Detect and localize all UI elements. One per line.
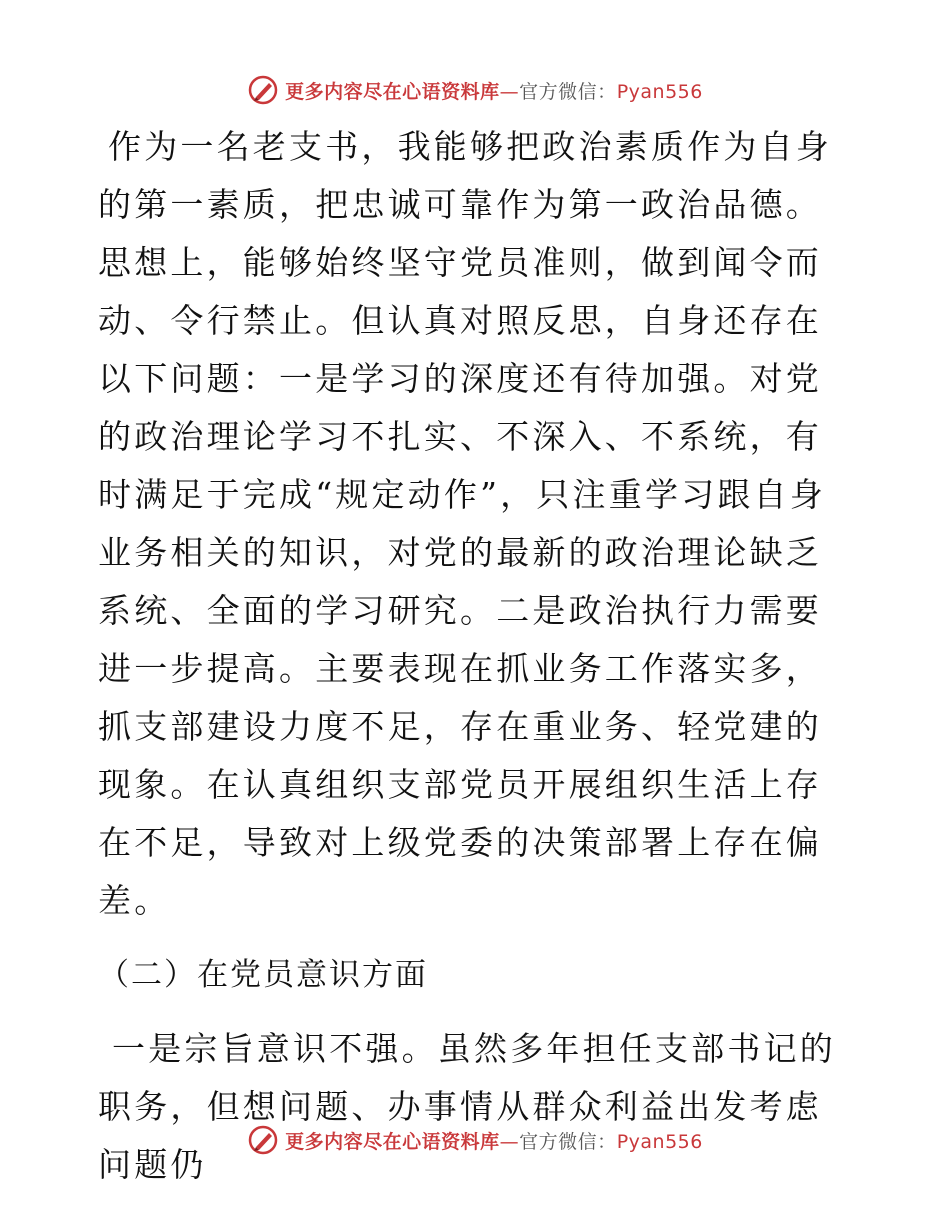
watermark-text xyxy=(285,1127,703,1154)
watermark-brand: 更多内容尽在心语资料库 xyxy=(285,1130,500,1153)
watermark-dash: — xyxy=(499,1130,520,1153)
footer-watermark xyxy=(0,1122,950,1158)
paragraph-1: 作为一名老支书，我能够把政治素质作为自身的第一素质，把忠诚可靠作为第一政治品德。思想上，能够始终坚守党员准则，做到闻令而动、令行禁止。但认真对照反思，自身还存在以下问题：一是学习的深度还有待加强。对党的政治理论学习不扎实、不深入、不系统，有时满足于完成“规定动作”，只注重学习跟自身业务相关的知识，对党的最新的政治理论缺乏系统、全面的学习研究。二是政治执行力需要进一步提高。主要表现在抓业务工作落实多，抓支部建设力度不足，存在重业务、轻党建的现象。在认真组织支部党员开展组织生活上存在不足，导致对上级党委的决策部署上存在偏差。 xyxy=(98,127,832,920)
watermark-wechat-id: Pyan556 xyxy=(616,80,703,103)
pen-logo-icon xyxy=(247,74,279,106)
watermark-brand: 更多内容尽在心语资料库 xyxy=(285,80,500,103)
watermark-text xyxy=(285,77,703,104)
watermark-wechat-id: Pyan556 xyxy=(616,1130,703,1153)
section-heading: （二）在党员意识方面 xyxy=(98,957,428,993)
watermark-label: 官方微信： xyxy=(519,1130,617,1153)
watermark-label: 官方微信： xyxy=(519,80,617,103)
header-watermark xyxy=(0,72,950,108)
watermark-dash: — xyxy=(499,80,520,103)
document-body xyxy=(98,118,858,1194)
pen-logo-icon xyxy=(247,1124,279,1156)
paragraph-2: 一是宗旨意识不强。虽然多年担任支部书记的职务，但想问题、办事情从群众利益出发考虑问题仍 xyxy=(98,1029,836,1184)
